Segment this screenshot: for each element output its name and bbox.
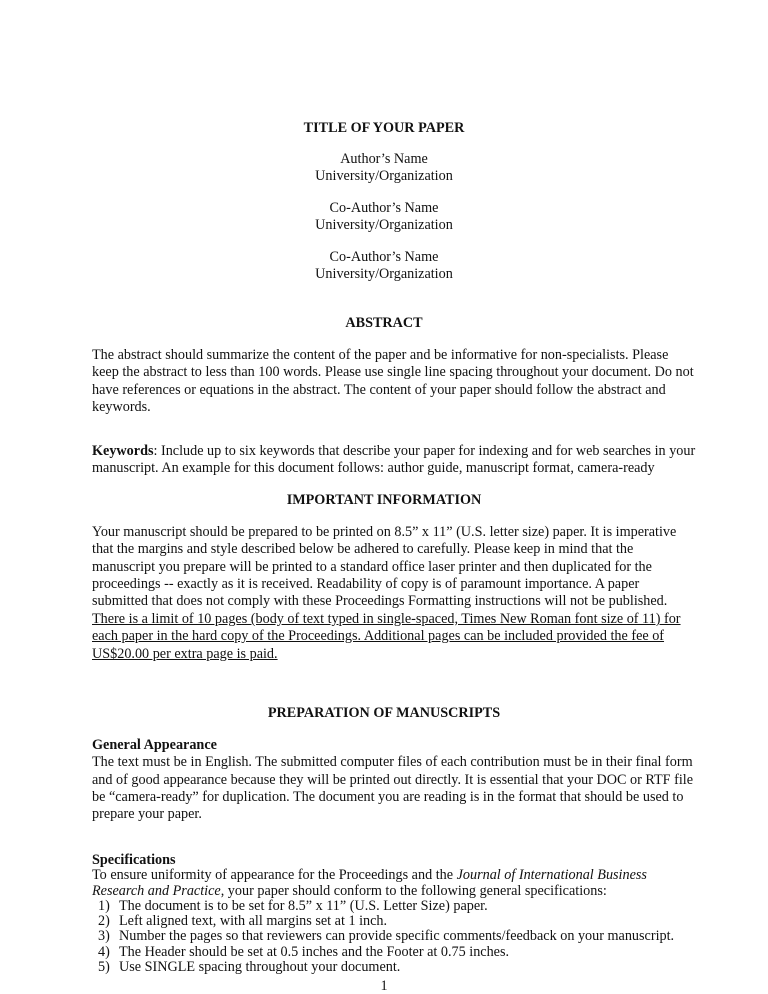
list-item: 4) The Header should be set at 0.5 inches and the Footer at 0.75 inches. [98,943,510,960]
text-line: manuscript you prepare will be printed to a standard office laser printer and then duplicated for the [92,558,652,575]
list-item: 3) Number the pages so that reviewers can provide specific comments/feedback on your manuscript. [98,928,675,945]
text-line: US$20.00 per extra page is paid. [92,645,278,662]
text-line: be “camera-ready” for duplication. The document you are reading is in the format that should be used to [92,788,684,805]
abstract-text [92,347,708,416]
list-item: 5) Use SINGLE spacing throughout your document. [98,959,401,976]
important-text [92,524,708,610]
page-limit-notice [92,611,708,663]
important-heading: IMPORTANT INFORMATION [286,492,482,508]
text-line: The abstract should summarize the content of the paper and be informative for non-specialists. Please [92,347,669,363]
author-name: Co-Author’s Name [329,200,439,216]
text-line: proceedings -- exactly as it is received. Readability of copy is of paramount importance. A paper [92,575,640,592]
list-item: 1) The document is to be set for 8.5” x 11” (U.S. Letter Size) paper. [98,897,488,914]
abstract-heading: ABSTRACT [345,315,423,331]
text-line: that the margins and style described below be adhered to carefully. Please keep in mind that the [92,541,634,558]
text-line: manuscript. An example for this document follows: author guide, manuscript format, camera-ready [92,460,655,477]
journal-name: Journal of International Business [456,867,647,884]
text-line: have references or equations in the abstract. The content of your paper should follow the abstract and [92,381,666,398]
text-line: and of good appearance because they will be printed out directly. It is essential that your DOC or RTF file [92,771,694,788]
subheading: Specifications [92,852,176,868]
coauthor-block [0,249,768,284]
text: , your paper should conform to the following general specifications: [220,882,607,899]
paper-title: TITLE OF YOUR PAPER [303,120,465,136]
page-number: 1 [380,978,388,994]
author-org: University/Organization [315,217,453,234]
author-name: Author’s Name [340,151,428,167]
general-appearance [92,737,708,823]
coauthor-block [0,200,768,235]
text-line: each paper in the hard copy of the Proceedings. Additional pages can be included provided the fee of [92,628,665,645]
journal-name: Research and Practice [92,882,221,899]
text-line: submitted that does not comply with these Proceedings Formatting instructions will not be published. [92,593,668,610]
preparation-heading: PREPARATION OF MANUSCRIPTS [267,705,501,721]
author-block [0,151,768,186]
text-line: There is a limit of 10 pages (body of text typed in single-spaced, Times New Roman font size of 11) for [92,611,681,627]
author-name: Co-Author’s Name [329,249,439,265]
author-org: University/Organization [315,266,453,283]
subheading: General Appearance [92,737,217,753]
text-line: The text must be in English. The submitted computer files of each contribution must be in their final form [92,754,693,771]
keywords-text: : Include up to six keywords that describe your paper for indexing and for web searches in your [153,443,696,459]
text-line: Your manuscript should be prepared to be printed on 8.5” x 11” (U.S. letter size) paper. It is imperative [92,524,677,540]
text-line: keywords. [92,398,151,415]
list-item: 2) Left aligned text, with all margins set at 1 inch. [98,913,388,930]
text-line: prepare your paper. [92,806,202,823]
keywords [92,443,708,478]
specifications [92,853,708,975]
keywords-label: Keywords [92,443,154,459]
author-org: University/Organization [315,168,453,185]
text-line: keep the abstract to less than 100 words. Please use single line spacing throughout your document. Do not [92,364,694,381]
text: To ensure uniformity of appearance for the Proceedings and the [92,867,457,884]
